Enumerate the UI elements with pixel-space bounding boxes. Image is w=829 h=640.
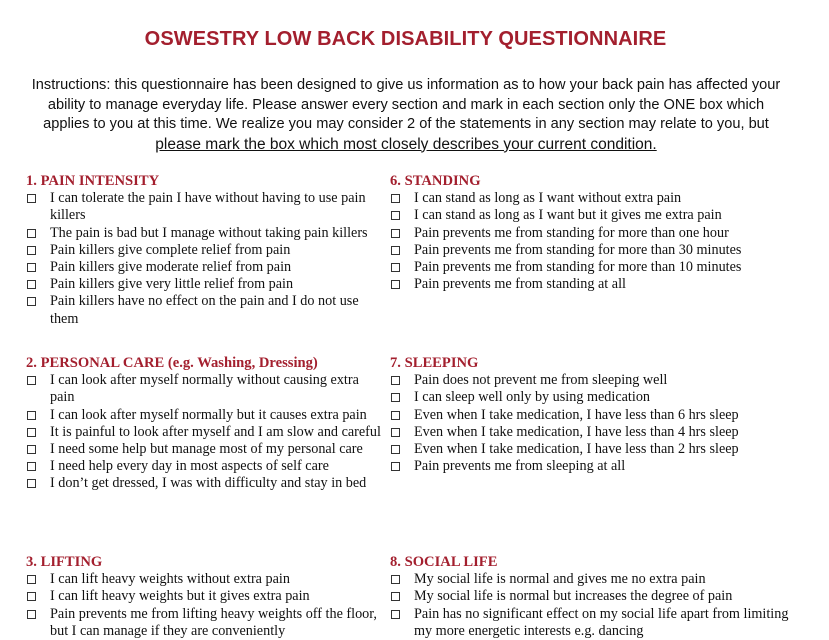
option-text: My social life is normal and gives me no extra pain bbox=[414, 571, 706, 588]
checkbox[interactable] bbox=[391, 411, 400, 420]
checkbox[interactable] bbox=[27, 297, 36, 306]
option-row[interactable] bbox=[26, 190, 386, 224]
checkbox[interactable] bbox=[391, 592, 400, 601]
option-row[interactable] bbox=[26, 441, 386, 458]
checkbox[interactable] bbox=[391, 445, 400, 454]
option-text: Pain prevents me from standing for more than 30 minutes bbox=[414, 241, 742, 258]
checkbox[interactable] bbox=[391, 211, 400, 220]
section-title: 7. SLEEPING bbox=[390, 355, 479, 371]
option-row[interactable] bbox=[390, 190, 790, 207]
checkbox[interactable] bbox=[27, 376, 36, 385]
section-title: 6. STANDING bbox=[390, 173, 481, 189]
option-text: Pain killers have no effect on the pain and I do not use them bbox=[50, 293, 359, 327]
option-row[interactable] bbox=[26, 242, 386, 259]
checkbox[interactable] bbox=[391, 462, 400, 471]
section-title: 2. PERSONAL CARE (e.g. Washing, Dressing) bbox=[26, 355, 318, 371]
checkbox[interactable] bbox=[391, 280, 400, 289]
option-text: Pain killers give complete relief from pain bbox=[50, 241, 291, 258]
checkbox[interactable] bbox=[27, 411, 36, 420]
option-text: Pain prevents me from sleeping at all bbox=[414, 458, 626, 475]
option-row[interactable] bbox=[26, 276, 386, 293]
option-text: My social life is normal but increases the degree of pain bbox=[414, 588, 733, 605]
option-row[interactable] bbox=[26, 225, 386, 242]
checkbox[interactable] bbox=[27, 428, 36, 437]
option-text: Even when I take medication, I have less than 6 hrs sleep bbox=[414, 406, 739, 423]
option-text: It is painful to look after myself and I am slow and careful bbox=[50, 423, 381, 440]
section-title: 3. LIFTING bbox=[26, 554, 103, 570]
option-row[interactable] bbox=[26, 424, 386, 441]
option-text: I can look after myself normally without causing extra pain bbox=[50, 372, 359, 406]
section-personal-care bbox=[26, 355, 386, 493]
option-row[interactable] bbox=[390, 571, 790, 588]
checkbox[interactable] bbox=[27, 280, 36, 289]
option-text: I can tolerate the pain I have without having to use pain killers bbox=[50, 190, 366, 224]
section-lifting bbox=[26, 554, 386, 640]
checkbox[interactable] bbox=[27, 246, 36, 255]
option-text: Pain prevents me from standing for more than one hour bbox=[414, 224, 729, 241]
option-row[interactable] bbox=[390, 276, 790, 293]
checkbox[interactable] bbox=[391, 428, 400, 437]
option-text: I need help every day in most aspects of self care bbox=[50, 458, 329, 475]
checkbox[interactable] bbox=[27, 229, 36, 238]
option-text: Pain killers give very little relief from pain bbox=[50, 276, 294, 293]
checkbox[interactable] bbox=[27, 194, 36, 203]
option-text: The pain is bad but I manage without taking pain killers bbox=[50, 224, 368, 241]
option-row[interactable] bbox=[26, 606, 386, 640]
section-title: 1. PAIN INTENSITY bbox=[26, 173, 160, 189]
checkbox[interactable] bbox=[391, 246, 400, 255]
option-row[interactable] bbox=[26, 407, 386, 424]
option-row[interactable] bbox=[26, 458, 386, 475]
option-row[interactable] bbox=[390, 259, 790, 276]
option-row[interactable] bbox=[390, 242, 790, 259]
checkbox[interactable] bbox=[27, 263, 36, 272]
option-text: Pain prevents me from standing for more than 10 minutes bbox=[414, 259, 742, 276]
checkbox[interactable] bbox=[391, 393, 400, 402]
option-row[interactable] bbox=[390, 372, 790, 389]
page-title: OSWESTRY LOW BACK DISABILITY QUESTIONNAIRE bbox=[144, 28, 667, 50]
option-text: Pain prevents me from standing at all bbox=[414, 276, 626, 293]
checkbox[interactable] bbox=[27, 462, 36, 471]
option-text: I need some help but manage most of my personal care bbox=[50, 441, 363, 458]
option-text: Pain prevents me from lifting heavy weights off the floor, but I can manage if they are conveniently bbox=[50, 605, 377, 639]
checkbox[interactable] bbox=[27, 575, 36, 584]
option-text: I can lift heavy weights but it gives extra pain bbox=[50, 588, 310, 605]
option-row[interactable] bbox=[26, 588, 386, 605]
option-row[interactable] bbox=[390, 424, 790, 441]
option-text: Even when I take medication, I have less than 2 hrs sleep bbox=[414, 441, 739, 458]
option-row[interactable] bbox=[26, 475, 386, 492]
section-social-life bbox=[390, 554, 790, 640]
option-text: I can look after myself normally but it causes extra pain bbox=[50, 406, 367, 423]
section-sleeping bbox=[390, 355, 790, 475]
checkbox[interactable] bbox=[391, 194, 400, 203]
option-row[interactable] bbox=[390, 389, 790, 406]
checkbox[interactable] bbox=[391, 575, 400, 584]
section-title: 8. SOCIAL LIFE bbox=[390, 554, 498, 570]
option-row[interactable] bbox=[390, 441, 790, 458]
option-row[interactable] bbox=[390, 458, 790, 475]
option-row[interactable] bbox=[26, 293, 386, 327]
checkbox[interactable] bbox=[391, 610, 400, 619]
option-row[interactable] bbox=[390, 606, 790, 640]
option-row[interactable] bbox=[390, 207, 790, 224]
checkbox[interactable] bbox=[391, 263, 400, 272]
checkbox[interactable] bbox=[27, 445, 36, 454]
option-text: Even when I take medication, I have less than 4 hrs sleep bbox=[414, 423, 739, 440]
option-row[interactable] bbox=[26, 372, 386, 406]
option-row[interactable] bbox=[390, 588, 790, 605]
instructions-emphasis: please mark the box which most closely describes your current condition. bbox=[155, 135, 657, 153]
checkbox[interactable] bbox=[27, 479, 36, 488]
option-row[interactable] bbox=[390, 407, 790, 424]
section-standing bbox=[390, 173, 790, 293]
option-text: Pain does not prevent me from sleeping well bbox=[414, 372, 668, 389]
option-text: Pain has no significant effect on my social life apart from limiting my more energetic interests e.g. dancing bbox=[414, 605, 789, 639]
checkbox[interactable] bbox=[391, 376, 400, 385]
option-text: I can stand as long as I want without extra pain bbox=[414, 190, 682, 207]
section-pain-intensity bbox=[26, 173, 386, 328]
option-text: I don’t get dressed, I was with difficulty and stay in bed bbox=[50, 475, 367, 492]
option-text: I can stand as long as I want but it gives me extra pain bbox=[414, 207, 722, 224]
option-text: I can lift heavy weights without extra pain bbox=[50, 571, 290, 588]
instructions-text: Instructions: this questionnaire has been designed to give us information as to how your back pain has affected your ability to manage everyday life. Please answer every section and mark in each section only the ONE box which applies to you at this time. We realize you may consider 2 of the statements in any section may relate to you, but bbox=[31, 77, 781, 132]
checkbox[interactable] bbox=[27, 610, 36, 619]
checkbox[interactable] bbox=[27, 592, 36, 601]
option-row[interactable] bbox=[390, 225, 790, 242]
option-row[interactable] bbox=[26, 259, 386, 276]
option-text: I can sleep well only by using medication bbox=[414, 389, 651, 406]
option-text: Pain killers give moderate relief from pain bbox=[50, 259, 292, 276]
instructions bbox=[30, 76, 782, 155]
option-row[interactable] bbox=[26, 571, 386, 588]
checkbox[interactable] bbox=[391, 229, 400, 238]
